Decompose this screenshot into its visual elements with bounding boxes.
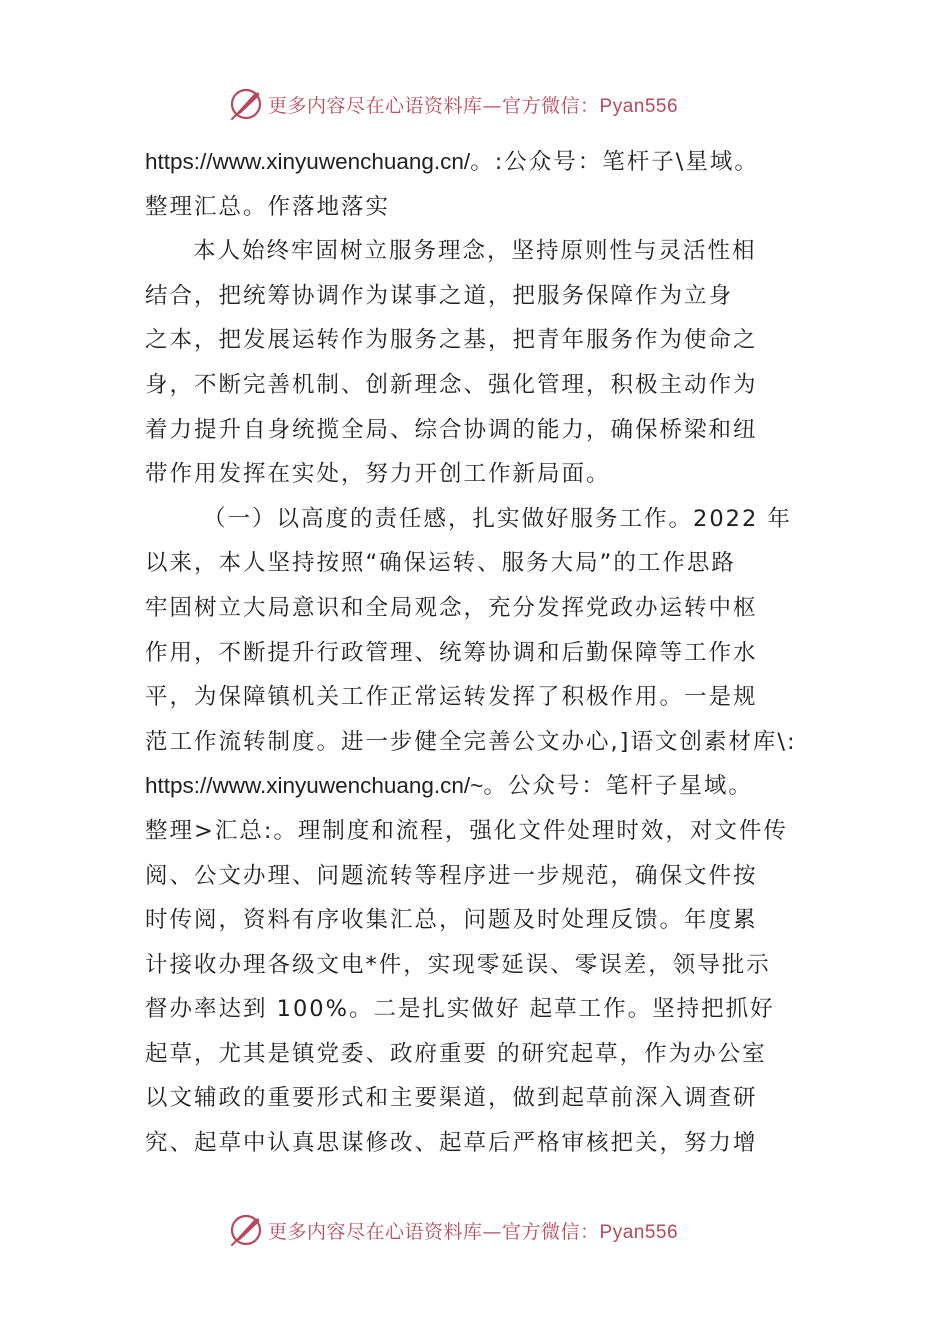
text-line: 起草，尤其是镇党委、政府重要 的研究起草，作为办公室: [145, 1040, 767, 1067]
text-line: 整理汇总。作落地落实: [145, 193, 391, 220]
quill-logo-icon: [228, 1212, 264, 1248]
text-line: 作用，不断提升行政管理、统筹协调和后勤保障等工作水: [145, 639, 758, 666]
line-text: 。公众号：笔杆子星域。: [483, 773, 753, 800]
banner-label: 更多内容尽在心语资料库—官方微信：: [268, 94, 600, 117]
text-line: 之本，把发展运转作为服务之基，把青年服务作为使命之: [145, 327, 758, 354]
quill-logo-icon: [228, 86, 264, 122]
paragraph-start-line: （一）以高度的责任感，扎实做好服务工作。2022 年: [203, 505, 792, 532]
url-text: https://www.xinyuwenchuang.cn/~: [145, 773, 484, 799]
document-body: [145, 140, 810, 1166]
text-line: [145, 140, 810, 185]
text-line: 牢固树立大局意识和全局观念，充分发挥党政办运转中枢: [145, 594, 758, 621]
text-line: 究、起草中认真思谋修改、起草后严格审核把关，努力增: [145, 1130, 758, 1157]
text-line: 计接收办理各级文电*件，实现零延误、零误差，领导批示: [145, 951, 771, 978]
text-line: 整理>汇总:。理制度和流程，强化文件处理时效，对文件传: [145, 817, 788, 844]
header-banner: [228, 84, 748, 124]
text-line: 以来，本人坚持按照“确保运转、服务大局”的工作思路: [145, 550, 736, 577]
text-line: 范工作流转制度。进一步健全完善公文办心,]语文创素材库\:: [145, 728, 797, 755]
text-line: 以文辅政的重要形式和主要渠道，做到起草前深入调查研: [145, 1085, 758, 1112]
line-text: 。:公众号：笔杆子\星域。: [470, 149, 759, 175]
paragraph-start-line: 本人始终牢固树立服务理念，坚持原则性与灵活性相: [193, 238, 757, 265]
text-line: 带作用发挥在实处，努力开创工作新局面。: [145, 461, 611, 488]
banner-wechat: Pyan556: [599, 1221, 679, 1243]
footer-banner: [228, 1210, 748, 1250]
text-line: [145, 764, 810, 809]
banner-text: [268, 1217, 678, 1244]
banner-wechat: Pyan556: [599, 95, 679, 117]
text-line: 结合，把统筹协调作为谋事之道，把服务保障作为立身: [145, 282, 734, 309]
text-line: 阅、公文办理、问题流转等程序进一步规范，确保文件按: [145, 862, 758, 889]
text-line: 身，不断完善机制、创新理念、强化管理，积极主动作为: [145, 371, 758, 398]
banner-text: [268, 91, 678, 118]
text-line: 平，为保障镇机关工作正常运转发挥了积极作用。一是规: [145, 684, 758, 711]
url-text: https://www.xinyuwenchuang.cn/: [145, 149, 471, 174]
text-line: 着力提升自身统揽全局、综合协调的能力，确保桥梁和纽: [145, 416, 758, 443]
text-line: 督办率达到 100%。二是扎实做好 起草工作。坚持把抓好: [145, 996, 775, 1023]
banner-label: 更多内容尽在心语资料库—官方微信：: [268, 1220, 600, 1243]
text-line: 时传阅，资料有序收集汇总，问题及时处理反馈。年度累: [145, 907, 758, 934]
